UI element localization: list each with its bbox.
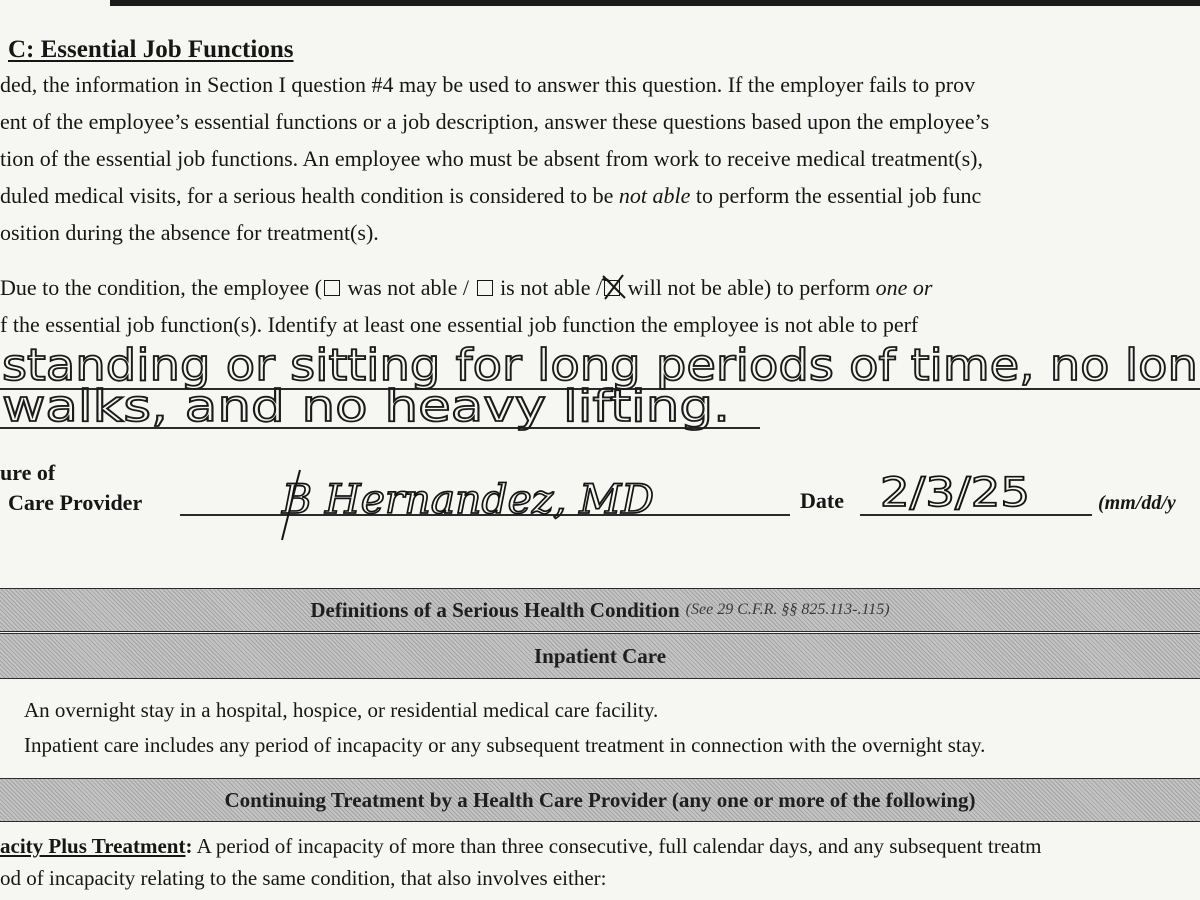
definitions-band [0, 588, 1200, 632]
incapacity-text: A period of incapacity of more than three consecutive, full calendar days, and any subsequent treatm [192, 834, 1042, 858]
question-italic-tail: one or [875, 275, 933, 300]
date-format-hint: (mm/dd/y [1098, 492, 1176, 514]
incapacity-line-1 [0, 834, 1042, 859]
continuing-treatment-band [0, 778, 1200, 822]
signature-label-line-1: ure of [0, 460, 56, 485]
option-was-not-able: was not able / [341, 275, 475, 300]
intro-italic: not able [618, 183, 691, 208]
continuing-treatment-title: Continuing Treatment by a Health Care Provider (any one or more of the following) [224, 787, 976, 812]
definitions-citation: (See 29 C.F.R. §§ 825.113-.115) [685, 601, 890, 618]
intro-line-2: ent of the employee’s essential functions or a job description, answer these questions based upon the employee’s [0, 109, 990, 134]
incapacity-colon: : [185, 834, 193, 858]
inpatient-line-2: Inpatient care includes any period of incapacity or any subsequent treatment in connection with the overnight stay. [24, 733, 986, 757]
intro-line-3: tion of the essential job functions. An employee who must be absent from work to receive medical treatment(s), [0, 146, 984, 171]
question-line-2: f the essential job function(s). Identify at least one essential job function the employee is not able to perf [0, 312, 919, 337]
intro-line-4-tail: to perform the essential job func [690, 183, 982, 208]
date-label: Date [800, 488, 844, 513]
section-heading: C: Essential Job Functions [8, 36, 294, 63]
signature-text: B Hernandez, MD [280, 477, 654, 523]
intro-line-4-text: duled medical visits, for a serious health condition is considered to be [0, 183, 619, 208]
handwritten-line-1: standing or sitting for long periods of time, no lon [2, 340, 1198, 391]
handwritten-line-2: walks, and no heavy lifting. [2, 381, 730, 432]
signature-label-line-2: Care Provider [8, 490, 143, 515]
inpatient-line-1: An overnight stay in a hospital, hospice, or residential medical care facility. [24, 698, 659, 722]
option-is-not-able: is not able / [494, 275, 603, 300]
date-value: 2/3/25 [880, 470, 1030, 516]
question-prefix: Due to the condition, the employee ( [0, 275, 322, 300]
definitions-title: Definitions of a Serious Health Condition [310, 597, 680, 622]
intro-line-1: ded, the information in Section I question #4 may be used to answer this question. If the employer fails to prov [0, 72, 976, 97]
intro-line-5: osition during the absence for treatment(s). [0, 220, 379, 245]
inpatient-band [0, 633, 1200, 679]
inpatient-title: Inpatient Care [533, 643, 667, 668]
incapacity-line-2: od of incapacity relating to the same condition, that also involves either: [0, 866, 607, 890]
incapacity-label: acity Plus Treatment [0, 834, 186, 858]
option-will-not-be-able: will not be able) to perform [622, 275, 876, 300]
